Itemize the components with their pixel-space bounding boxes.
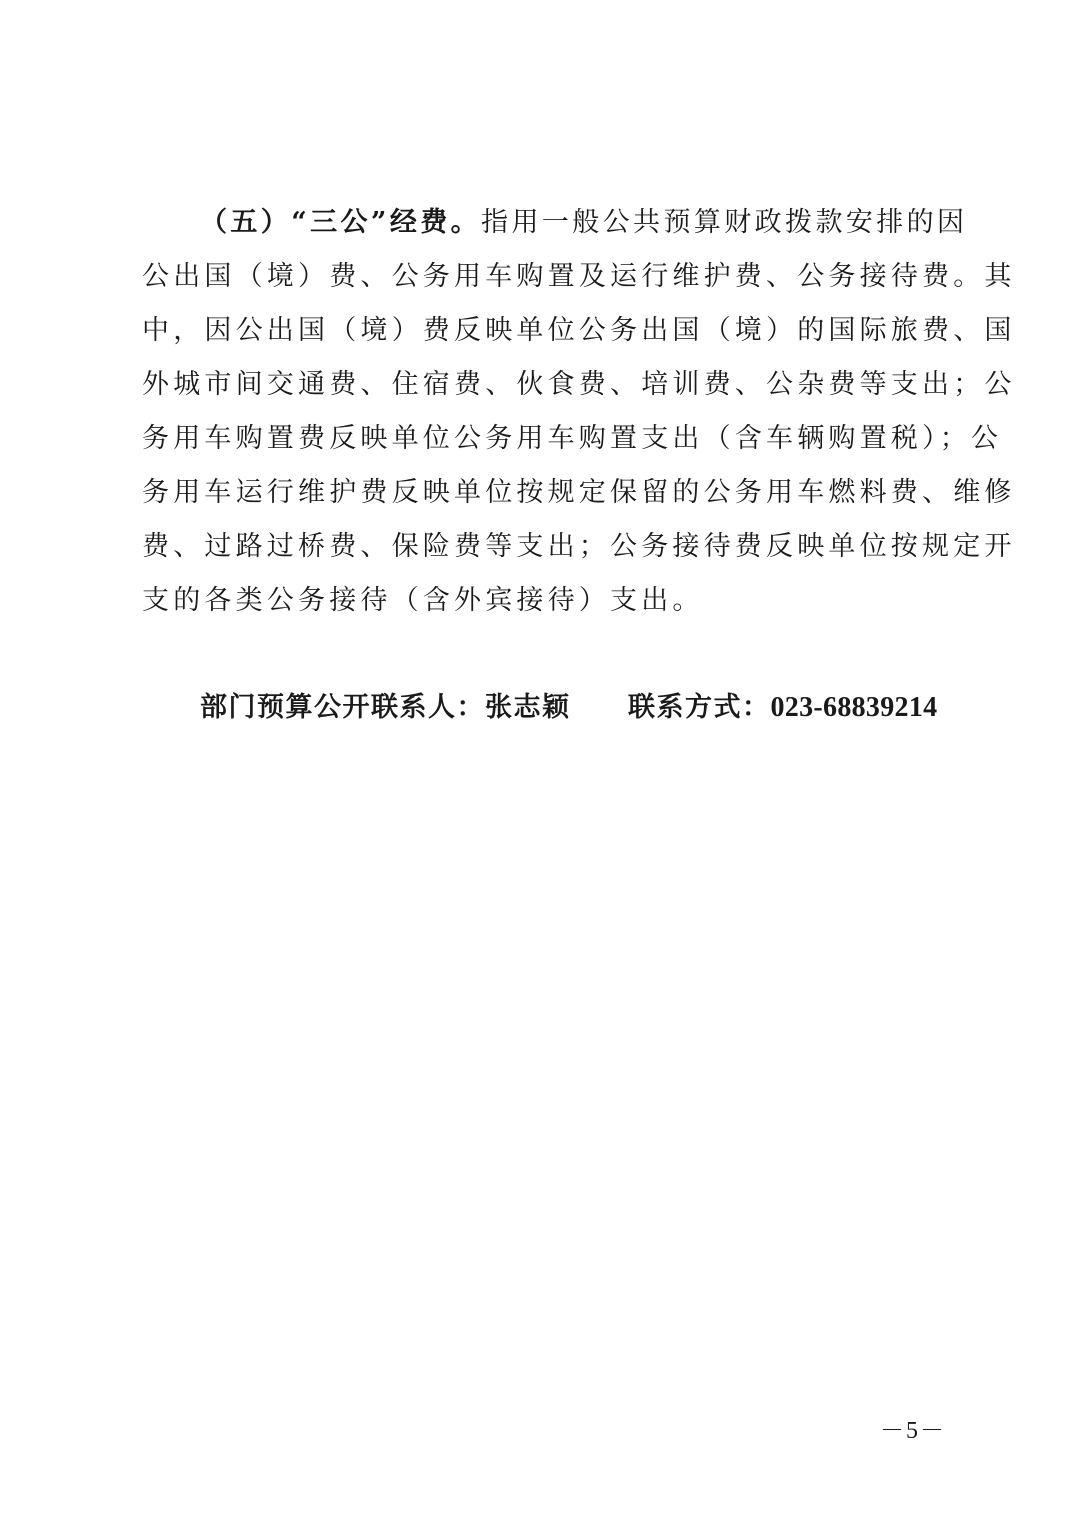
paragraph-line-8: 支的各类公务接待（含外宾接待）支出。 — [142, 585, 704, 616]
contact-person-name: 张志颖 — [485, 692, 571, 723]
paragraph-line-3: 中，因公出国（境）费反映单位公务出国（境）的国际旅费、国 — [142, 315, 1016, 346]
page-number: －5－ — [880, 1418, 946, 1444]
contact-method-label: 联系方式： — [628, 692, 771, 723]
paragraph-line-7: 费、过路过桥费、保险费等支出；公务接待费反映单位按规定开 — [142, 531, 1016, 562]
contact-line — [200, 688, 960, 728]
contact-person-label: 部门预算公开联系人： — [200, 692, 485, 723]
paragraph-line-2: 公出国（境）费、公务用车购置及运行维护费、公务接待费。其 — [142, 261, 1016, 292]
paragraph-line-1-text: 指用一般公共预算财政拨款安排的因 — [481, 207, 968, 238]
contact-method — [628, 688, 937, 728]
section-heading: （五）“三公”经费。 — [200, 207, 482, 238]
paragraph-line-5: 务用车购置费反映单位公务用车购置支出（含车辆购置税）；公 — [142, 423, 1003, 454]
three-public-expenses-paragraph — [142, 200, 1016, 632]
contact-person — [200, 692, 571, 723]
paragraph-line-4: 外城市间交通费、住宿费、伙食费、培训费、公杂费等支出；公 — [142, 369, 1016, 400]
contact-phone: 023-68839214 — [770, 692, 938, 723]
paragraph-line-1 — [142, 200, 968, 254]
paragraph-line-6: 务用车运行维护费反映单位按规定保留的公务用车燃料费、维修 — [142, 477, 1016, 508]
